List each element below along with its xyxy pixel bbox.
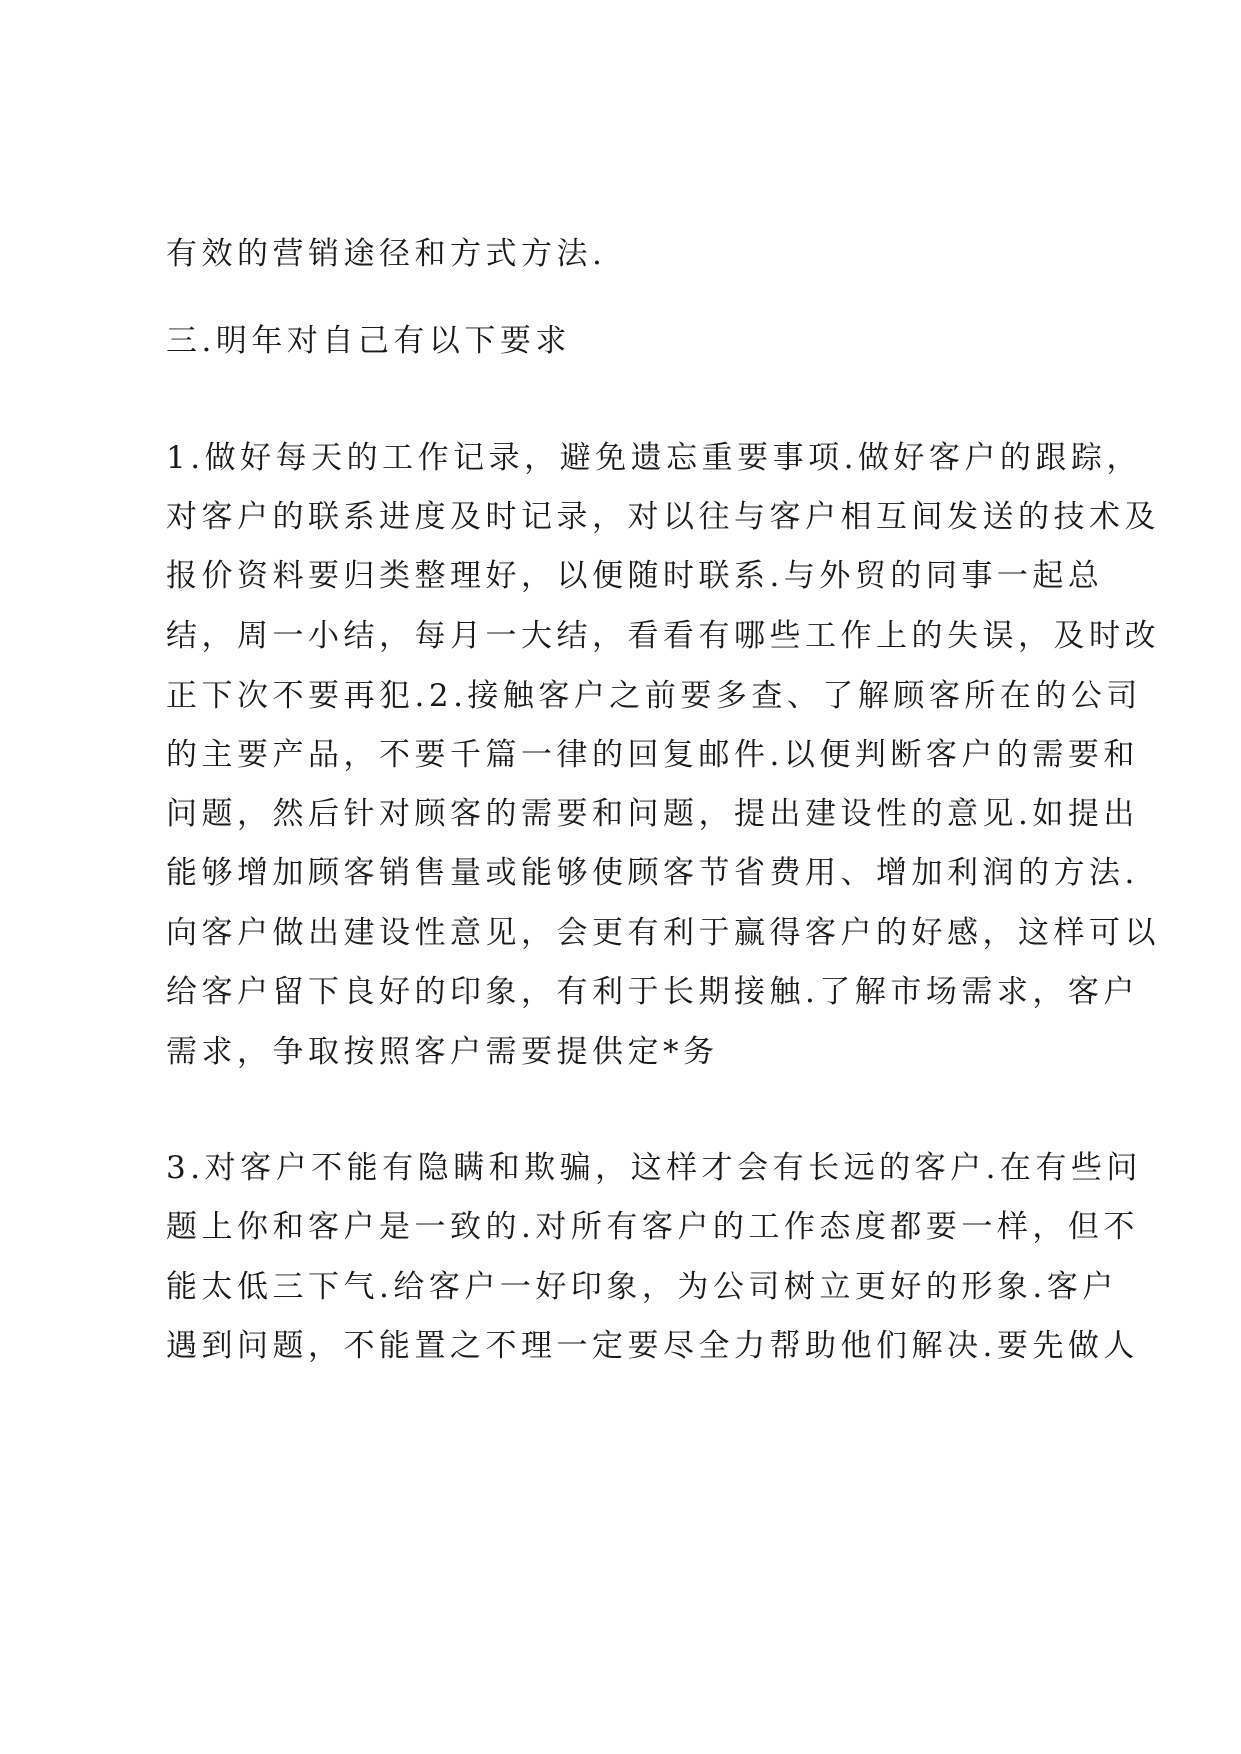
text-line: 的主要产品，不要千篇一律的回复邮件.以便判断客户的需要和: [166, 737, 1139, 773]
text-line: 报价资料要归类整理好，以便随时联系.与外贸的同事一起总: [166, 558, 1104, 594]
text-line: 题上你和客户是一致的.对所有客户的工作态度都要一样，但不: [166, 1209, 1139, 1245]
text-line: 问题，然后针对顾客的需要和问题，提出建设性的意见.如提出: [166, 796, 1139, 832]
text-line: 3.对客户不能有隐瞒和欺骗，这样才会有长远的客户.在有些问: [166, 1150, 1142, 1186]
text-line: 能够增加顾客销售量或能够使顾客节省费用、增加利润的方法.: [166, 855, 1139, 891]
text-line: 向客户做出建设性意见，会更有利于赢得客户的好感，这样可以: [166, 915, 1160, 951]
section-heading: 三.明年对自己有以下要求: [166, 323, 571, 359]
text-line: 能太低三下气.给客户一好印象，为公司树立更好的形象.客户: [166, 1269, 1118, 1305]
text-line: 1.做好每天的工作记录，避免遗忘重要事项.做好客户的跟踪，: [166, 440, 1142, 476]
text-line: 需求，争取按照客户需要提供定*务: [166, 1034, 719, 1070]
text-line: 对客户的联系进度及时记录，对以往与客户相互间发送的技术及: [166, 499, 1160, 535]
text-line: 遇到问题，不能置之不理一定要尽全力帮助他们解决.要先做人: [166, 1328, 1139, 1364]
text-line: 有效的营销途径和方式方法.: [166, 236, 607, 272]
text-line: 正下次不要再犯.2.接触客户之前要多查、了解顾客所在的公司: [166, 678, 1142, 714]
text-line: 给客户留下良好的印象，有利于长期接触.了解市场需求，客户: [166, 974, 1139, 1010]
text-line: 结，周一小结，每月一大结，看看有哪些工作上的失误，及时改: [166, 618, 1160, 654]
